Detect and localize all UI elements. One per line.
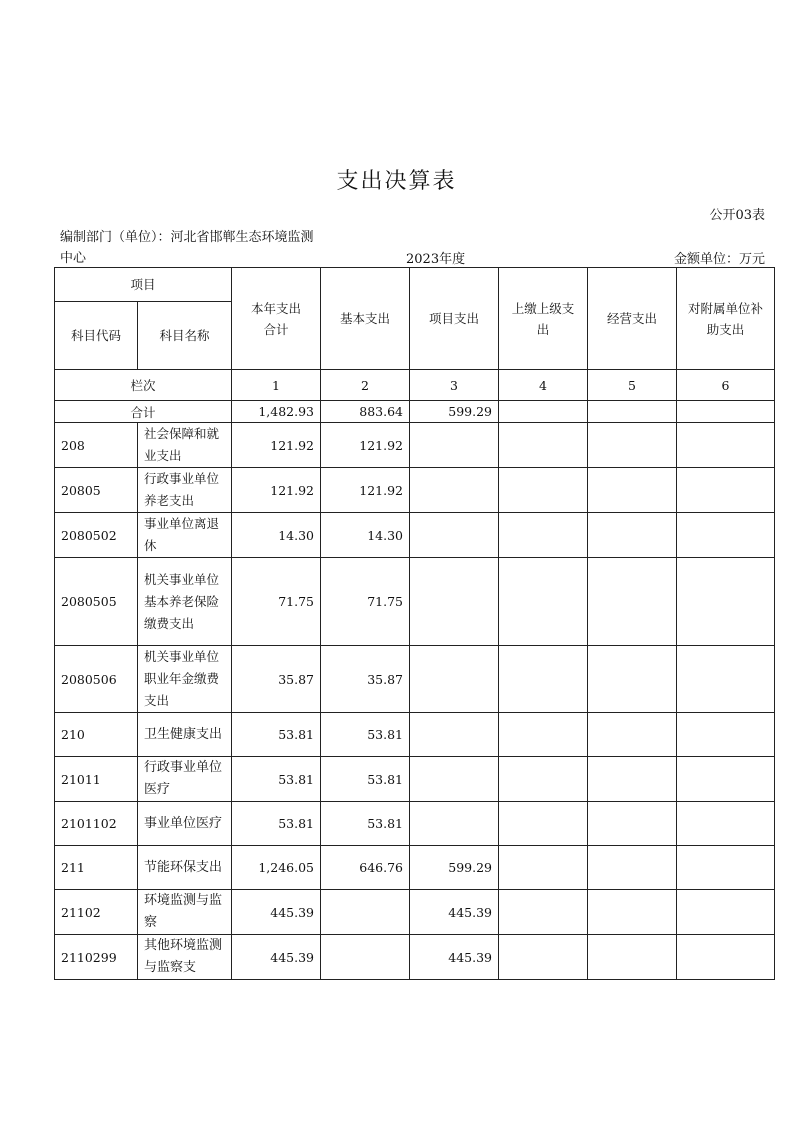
account-name: 卫生健康支出 [138,713,232,757]
amount-total: 35.87 [232,646,321,713]
header-project-expenditure: 项目支出 [410,268,499,370]
header-subsidy [677,268,775,370]
amount-subsidy [677,890,775,935]
amount-project [410,558,499,646]
amount-operating [588,802,677,846]
account-name: 机关事业单位职业年金缴费支出 [138,646,232,713]
amount-total: 121.92 [232,423,321,468]
amount-operating [588,423,677,468]
amount-basic: 53.81 [321,757,410,802]
amount-total: 121.92 [232,468,321,513]
header-name: 科目名称 [138,302,232,370]
amount-project: 599.29 [410,846,499,890]
amount-project [410,713,499,757]
account-code: 2101102 [55,802,138,846]
amount-upper [499,468,588,513]
header-upper-text: 上缴上级支出 [511,300,575,337]
amount-operating [588,513,677,558]
amount-basic [321,890,410,935]
amount-subsidy [677,468,775,513]
account-name: 事业单位离退休 [138,513,232,558]
amount-subsidy [677,935,775,980]
table-row [55,846,775,890]
amount-upper [499,890,588,935]
expenditure-table [54,267,775,980]
amount-project [410,468,499,513]
amount-subsidy [677,757,775,802]
amount-upper [499,423,588,468]
header-basic: 基本支出 [321,268,410,370]
amount-upper [499,935,588,980]
total-row [55,401,775,423]
amount-subsidy [677,846,775,890]
total-project: 599.29 [410,401,499,423]
account-name: 机关事业单位基本养老保险缴费支出 [138,558,232,646]
amount-operating [588,935,677,980]
total-basic: 883.64 [321,401,410,423]
amount-basic: 121.92 [321,468,410,513]
amount-basic: 53.81 [321,713,410,757]
total-sum: 1,482.93 [232,401,321,423]
account-code: 210 [55,713,138,757]
table-row [55,423,775,468]
header-operating: 经营支出 [588,268,677,370]
amount-basic: 646.76 [321,846,410,890]
amount-subsidy [677,513,775,558]
table-row [55,890,775,935]
amount-total: 53.81 [232,713,321,757]
amount-project: 445.39 [410,890,499,935]
account-name: 节能环保支出 [138,846,232,890]
account-name: 事业单位医疗 [138,802,232,846]
account-name: 环境监测与监察 [138,890,232,935]
amount-operating [588,757,677,802]
amount-operating [588,646,677,713]
amount-upper [499,558,588,646]
table-row [55,713,775,757]
header-total-text: 本年支出合计 [251,300,302,337]
header-total [232,268,321,370]
header-code: 科目代码 [55,302,138,370]
column-number-2: 2 [321,370,410,401]
amount-subsidy [677,646,775,713]
amount-upper [499,802,588,846]
column-number-6: 6 [677,370,775,401]
amount-total: 1,246.05 [232,846,321,890]
page-title: 支出决算表 [336,169,457,194]
column-number-row [55,370,775,401]
amount-basic [321,935,410,980]
header-subsidy-text: 对附属单位补助支出 [688,300,764,337]
amount-project [410,423,499,468]
amount-upper [499,846,588,890]
amount-basic: 14.30 [321,513,410,558]
account-code: 2110299 [55,935,138,980]
amount-basic: 121.92 [321,423,410,468]
total-subsidy [677,401,775,423]
amount-operating [588,890,677,935]
table-row [55,757,775,802]
amount-operating [588,713,677,757]
account-code: 211 [55,846,138,890]
amount-upper [499,757,588,802]
account-code: 2080502 [55,513,138,558]
column-number-3: 3 [410,370,499,401]
account-code: 21011 [55,757,138,802]
account-code: 208 [55,423,138,468]
header-upper [499,268,588,370]
department-label-continued: 中心 [60,251,87,266]
amount-subsidy [677,802,775,846]
account-name: 行政事业单位养老支出 [138,468,232,513]
amount-operating [588,468,677,513]
amount-unit: 金额单位：万元 [673,252,765,267]
amount-upper [499,646,588,713]
amount-basic: 35.87 [321,646,410,713]
table-row [55,646,775,713]
amount-total: 53.81 [232,757,321,802]
amount-total: 14.30 [232,513,321,558]
total-operating [588,401,677,423]
amount-project [410,646,499,713]
amount-total: 71.75 [232,558,321,646]
amount-subsidy [677,423,775,468]
amount-subsidy [677,558,775,646]
table-row [55,802,775,846]
account-name: 其他环境监测与监察支 [138,935,232,980]
amount-total: 53.81 [232,802,321,846]
fiscal-year: 2023年度 [406,252,466,267]
table-row [55,513,775,558]
amount-operating [588,558,677,646]
account-code: 2080505 [55,558,138,646]
department-label: 编制部门（单位）：河北省邯郸生态环境监测 [60,230,314,245]
amount-total: 445.39 [232,890,321,935]
amount-total: 445.39 [232,935,321,980]
header-project: 项目 [55,268,232,302]
amount-project [410,802,499,846]
amount-upper [499,513,588,558]
header-row-1 [55,268,775,302]
account-name: 行政事业单位医疗 [138,757,232,802]
account-code: 2080506 [55,646,138,713]
amount-basic: 71.75 [321,558,410,646]
column-number-1: 1 [232,370,321,401]
table-row [55,558,775,646]
amount-subsidy [677,713,775,757]
amount-upper [499,713,588,757]
amount-project [410,513,499,558]
column-number-label: 栏次 [55,370,232,401]
column-number-4: 4 [499,370,588,401]
table-row [55,935,775,980]
column-number-5: 5 [588,370,677,401]
account-code: 21102 [55,890,138,935]
account-name: 社会保障和就业支出 [138,423,232,468]
total-label: 合计 [55,401,232,423]
total-upper [499,401,588,423]
amount-project: 445.39 [410,935,499,980]
account-code: 20805 [55,468,138,513]
amount-project [410,757,499,802]
form-number: 公开03表 [709,208,765,223]
amount-basic: 53.81 [321,802,410,846]
amount-operating [588,846,677,890]
table-row [55,468,775,513]
